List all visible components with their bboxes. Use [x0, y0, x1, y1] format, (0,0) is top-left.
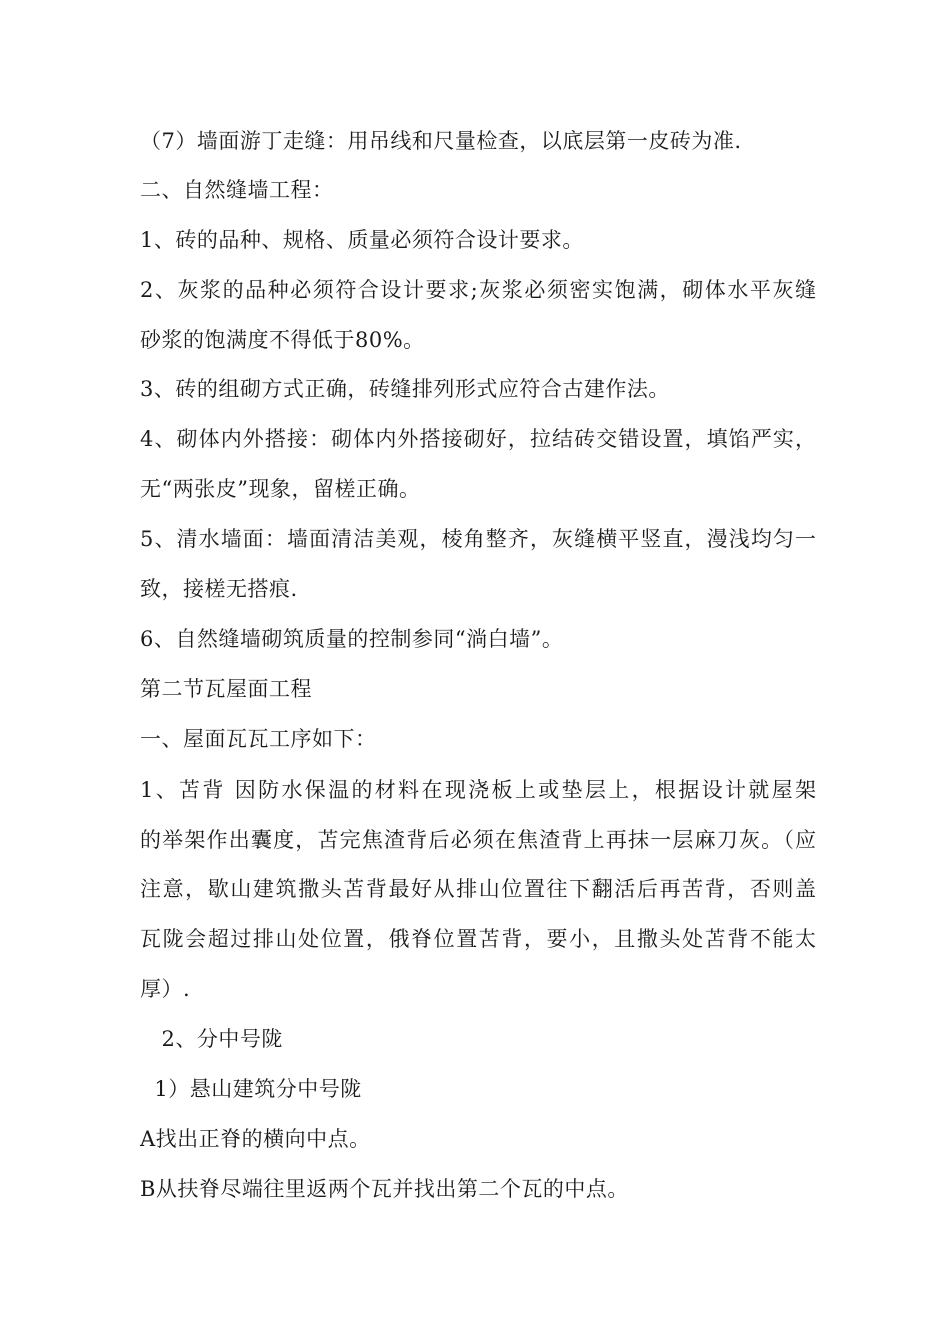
text-line: 2、灰浆的品种必须符合设计要求;灰浆必须密实饱满，砌体水平灰缝 — [140, 278, 816, 302]
text-line: （7）墙面游丁走缝：用吊线和尺量检查，以底层第一皮砖为准. — [140, 129, 742, 153]
section-heading: 一、屋面瓦瓦工序如下： — [140, 727, 377, 751]
text-line: 瓦陇会超过排山处位置，俄脊位置苫背，要小，且撒头处苫背不能太 — [140, 927, 816, 951]
text-line: 厚）. — [140, 977, 191, 1001]
text-line: 3、砖的组砌方式正确，砖缝排列形式应符合古建作法。 — [140, 377, 670, 401]
text-line: 1、砖的品种、规格、质量必须符合设计要求。 — [140, 228, 584, 252]
sub-heading: 1）悬山建筑分中号陇 — [140, 1077, 362, 1101]
section-heading: 二、自然缝墙工程： — [140, 178, 334, 202]
section-title: 第二节瓦屋面工程 — [140, 677, 312, 701]
text-line: 4、砌体内外搭接：砌体内外搭接砌好，拉结砖交错设置，填馅严实， — [140, 427, 816, 451]
text-line: 致，接槎无搭痕. — [140, 577, 298, 601]
text-line: 的举架作出囊度，苫完焦渣背后必须在焦渣背上再抹一层麻刀灰。（应 — [140, 828, 816, 852]
text-line: A找出正脊的横向中点。 — [140, 1127, 371, 1151]
text-line: B从扶脊尽端往里返两个瓦并找出第二个瓦的中点。 — [140, 1177, 629, 1201]
text-line: 注意，歇山建筑撒头苫背最好从排山位置往下翻活后再苦背，否则盖 — [140, 877, 816, 901]
sub-heading: 2、分中号陇 — [140, 1027, 283, 1051]
text-line: 无“两张皮”现象，留槎正确。 — [140, 477, 421, 501]
text-line: 砂浆的饱满度不得低于80%。 — [140, 328, 425, 352]
text-line: 5、清水墙面：墙面清洁美观，棱角整齐，灰缝横平竖直，漫浅均匀一 — [140, 527, 816, 551]
text-line: 1、苫背 因防水保温的材料在现浇板上或垫层上，根据设计就屋架 — [140, 778, 816, 802]
text-line: 6、自然缝墙砌筑质量的控制参同“淌白墙”。 — [140, 627, 564, 651]
